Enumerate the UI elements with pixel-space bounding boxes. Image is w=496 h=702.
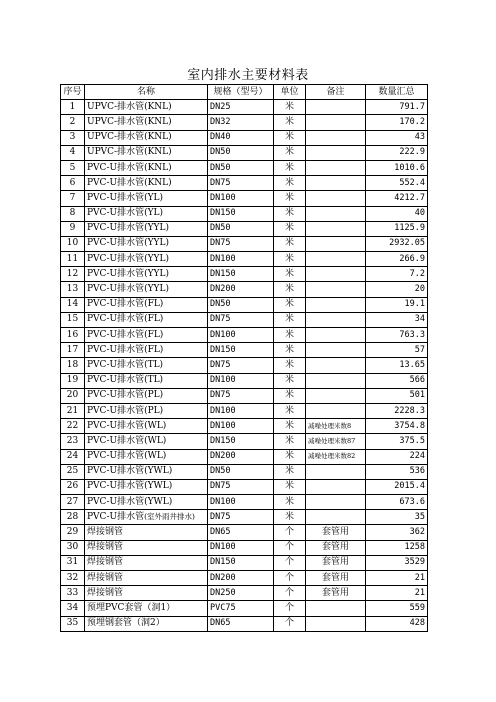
cell-note [306, 312, 366, 327]
table-row [61, 571, 428, 586]
cell-unit: 米 [274, 145, 306, 160]
cell-no: 35 [61, 616, 85, 631]
cell-no: 5 [61, 160, 85, 175]
table-row [61, 525, 428, 540]
cell-note [306, 343, 366, 358]
table-row [61, 130, 428, 145]
cell-note [306, 145, 366, 160]
cell-unit: 米 [274, 328, 306, 343]
table-body [61, 100, 428, 632]
table-row [61, 343, 428, 358]
cell-note [306, 176, 366, 191]
cell-note: 套管用 [306, 525, 366, 540]
cell-note: 套管用 [306, 540, 366, 555]
cell-no: 29 [61, 525, 85, 540]
cell-no: 3 [61, 130, 85, 145]
table-row [61, 388, 428, 403]
cell-unit: 米 [274, 191, 306, 206]
cell-qty: 13.65 [366, 358, 428, 373]
cell-qty: 566 [366, 373, 428, 388]
cell-spec: DN25 [208, 100, 274, 115]
header-qty: 数量汇总 [366, 85, 428, 100]
cell-spec: DN50 [208, 221, 274, 236]
cell-no: 20 [61, 388, 85, 403]
cell-spec: DN200 [208, 282, 274, 297]
cell-note [306, 221, 366, 236]
cell-unit: 米 [274, 267, 306, 282]
cell-name: PVC-U排水管(YL) [85, 191, 208, 206]
cell-unit: 米 [274, 130, 306, 145]
cell-unit: 米 [274, 252, 306, 267]
cell-qty: 43 [366, 130, 428, 145]
cell-name [85, 510, 208, 525]
cell-no: 21 [61, 403, 85, 418]
cell-no: 26 [61, 479, 85, 494]
cell-no: 30 [61, 540, 85, 555]
cell-name: PVC-U排水管(YL) [85, 206, 208, 221]
cell-qty: 266.9 [366, 252, 428, 267]
cell-unit: 米 [274, 282, 306, 297]
cell-qty: 559 [366, 601, 428, 616]
header-note: 备注 [306, 85, 366, 100]
cell-qty: 501 [366, 388, 428, 403]
table-row [61, 115, 428, 130]
cell-unit: 米 [274, 221, 306, 236]
cell-no: 34 [61, 601, 85, 616]
table-row [61, 373, 428, 388]
cell-name: PVC-U排水管(FL) [85, 297, 208, 312]
materials-table [60, 84, 428, 632]
cell-unit: 米 [274, 479, 306, 494]
cell-spec: DN50 [208, 160, 274, 175]
table-row [61, 479, 428, 494]
cell-spec: DN40 [208, 130, 274, 145]
table-row [61, 100, 428, 115]
cell-unit: 米 [274, 403, 306, 418]
cell-spec: DN100 [208, 403, 274, 418]
cell-spec: PVC75 [208, 601, 274, 616]
cell-qty: 362 [366, 525, 428, 540]
cell-note [306, 236, 366, 251]
cell-spec: DN100 [208, 252, 274, 267]
table-row [61, 434, 428, 449]
cell-no: 11 [61, 252, 85, 267]
cell-unit: 米 [274, 449, 306, 464]
table-row [61, 297, 428, 312]
cell-spec: DN150 [208, 343, 274, 358]
cell-qty: 19.1 [366, 297, 428, 312]
cell-unit: 米 [274, 495, 306, 510]
cell-unit: 米 [274, 388, 306, 403]
table-row [61, 449, 428, 464]
cell-no: 23 [61, 434, 85, 449]
cell-name: 焊接钢管 [85, 571, 208, 586]
cell-name: PVC-U排水管(YWL) [85, 464, 208, 479]
cell-note [306, 358, 366, 373]
table-row [61, 495, 428, 510]
cell-qty: 7.2 [366, 267, 428, 282]
cell-note [306, 464, 366, 479]
table-row [61, 312, 428, 327]
cell-no: 4 [61, 145, 85, 160]
cell-unit: 米 [274, 176, 306, 191]
cell-name: 预埋PVC套管（洞1） [85, 601, 208, 616]
cell-no: 6 [61, 176, 85, 191]
cell-qty: 536 [366, 464, 428, 479]
cell-unit: 米 [274, 373, 306, 388]
cell-note [306, 282, 366, 297]
cell-qty: 35 [366, 510, 428, 525]
cell-note [306, 403, 366, 418]
cell-qty: 224 [366, 449, 428, 464]
cell-qty: 170.2 [366, 115, 428, 130]
cell-no: 14 [61, 297, 85, 312]
cell-note [306, 328, 366, 343]
cell-unit: 米 [274, 115, 306, 130]
cell-unit: 米 [274, 419, 306, 434]
table-row [61, 221, 428, 236]
cell-spec: DN100 [208, 373, 274, 388]
cell-unit: 米 [274, 343, 306, 358]
header-unit: 单位 [274, 85, 306, 100]
header-spec: 规格（型号） [208, 85, 274, 100]
table-header-row [61, 85, 428, 100]
table-row [61, 601, 428, 616]
cell-note [306, 297, 366, 312]
cell-note: 套管用 [306, 555, 366, 570]
table-row [61, 358, 428, 373]
cell-note: 减噪处理米数87 [306, 434, 366, 449]
cell-name: PVC-U排水管(YYL) [85, 221, 208, 236]
cell-name-main: PVC-U排水管 [87, 512, 145, 523]
cell-no: 16 [61, 328, 85, 343]
cell-name: PVC-U排水管(YYL) [85, 252, 208, 267]
cell-note [306, 115, 366, 130]
cell-qty: 2228.3 [366, 403, 428, 418]
cell-spec: DN100 [208, 191, 274, 206]
cell-unit: 米 [274, 312, 306, 327]
cell-note: 减噪处理米数8 [306, 419, 366, 434]
cell-note [306, 130, 366, 145]
cell-spec: DN150 [208, 267, 274, 282]
cell-spec: DN75 [208, 312, 274, 327]
cell-qty: 4212.7 [366, 191, 428, 206]
cell-spec: DN75 [208, 236, 274, 251]
cell-name: PVC-U排水管(PL) [85, 388, 208, 403]
table-row [61, 555, 428, 570]
cell-note [306, 252, 366, 267]
header-name: 名称 [85, 85, 208, 100]
cell-spec: DN50 [208, 464, 274, 479]
cell-spec: DN75 [208, 479, 274, 494]
cell-name-suffix: (室外雨井排水) [144, 512, 195, 522]
cell-qty: 1258 [366, 540, 428, 555]
table-row [61, 176, 428, 191]
table-row [61, 206, 428, 221]
cell-name: PVC-U排水管(TL) [85, 373, 208, 388]
cell-qty: 1125.9 [366, 221, 428, 236]
cell-name: PVC-U排水管(YWL) [85, 479, 208, 494]
cell-no: 2 [61, 115, 85, 130]
cell-unit: 米 [274, 434, 306, 449]
cell-name: UPVC-排水管(KNL) [85, 145, 208, 160]
cell-unit: 个 [274, 601, 306, 616]
cell-no: 10 [61, 236, 85, 251]
cell-spec: DN100 [208, 540, 274, 555]
cell-no: 8 [61, 206, 85, 221]
cell-qty: 3529 [366, 555, 428, 570]
cell-note [306, 601, 366, 616]
cell-spec: DN250 [208, 586, 274, 601]
cell-no: 7 [61, 191, 85, 206]
cell-spec: DN200 [208, 449, 274, 464]
cell-qty: 673.6 [366, 495, 428, 510]
cell-unit: 米 [274, 236, 306, 251]
table-row [61, 236, 428, 251]
table-row [61, 586, 428, 601]
cell-name: PVC-U排水管(PL) [85, 403, 208, 418]
table-row [61, 419, 428, 434]
cell-qty: 57 [366, 343, 428, 358]
cell-spec: DN100 [208, 495, 274, 510]
cell-spec: DN65 [208, 525, 274, 540]
cell-qty: 552.4 [366, 176, 428, 191]
cell-note [306, 616, 366, 631]
cell-name: PVC-U排水管(FL) [85, 312, 208, 327]
cell-note [306, 479, 366, 494]
cell-no: 28 [61, 510, 85, 525]
cell-no: 27 [61, 495, 85, 510]
cell-unit: 个 [274, 555, 306, 570]
cell-no: 19 [61, 373, 85, 388]
cell-qty: 428 [366, 616, 428, 631]
cell-qty: 21 [366, 571, 428, 586]
cell-note: 套管用 [306, 586, 366, 601]
cell-note [306, 510, 366, 525]
cell-spec: DN75 [208, 510, 274, 525]
cell-name: PVC-U排水管(WL) [85, 434, 208, 449]
cell-name: 焊接钢管 [85, 586, 208, 601]
cell-name: PVC-U排水管(KNL) [85, 160, 208, 175]
cell-name: PVC-U排水管(YYL) [85, 267, 208, 282]
table-row [61, 510, 428, 525]
cell-unit: 米 [274, 206, 306, 221]
cell-spec: DN32 [208, 115, 274, 130]
cell-unit: 米 [274, 297, 306, 312]
cell-unit: 米 [274, 160, 306, 175]
cell-note: 减噪处理米数82 [306, 449, 366, 464]
cell-unit: 个 [274, 571, 306, 586]
cell-unit: 个 [274, 586, 306, 601]
cell-no: 24 [61, 449, 85, 464]
cell-spec: DN65 [208, 616, 274, 631]
cell-name: UPVC-排水管(KNL) [85, 100, 208, 115]
cell-no: 9 [61, 221, 85, 236]
table-row [61, 403, 428, 418]
cell-spec: DN75 [208, 388, 274, 403]
cell-no: 18 [61, 358, 85, 373]
cell-unit: 个 [274, 525, 306, 540]
cell-note [306, 191, 366, 206]
cell-name: PVC-U排水管(FL) [85, 343, 208, 358]
cell-no: 32 [61, 571, 85, 586]
cell-unit: 个 [274, 540, 306, 555]
cell-name: UPVC-排水管(KNL) [85, 130, 208, 145]
cell-note [306, 100, 366, 115]
cell-note: 套管用 [306, 571, 366, 586]
cell-qty: 3754.8 [366, 419, 428, 434]
cell-unit: 米 [274, 358, 306, 373]
cell-no: 31 [61, 555, 85, 570]
cell-note [306, 373, 366, 388]
cell-qty: 20 [366, 282, 428, 297]
cell-no: 17 [61, 343, 85, 358]
cell-qty: 2932.05 [366, 236, 428, 251]
cell-no: 25 [61, 464, 85, 479]
cell-qty: 34 [366, 312, 428, 327]
table-row [61, 267, 428, 282]
cell-spec: DN150 [208, 555, 274, 570]
cell-qty: 2015.4 [366, 479, 428, 494]
cell-no: 22 [61, 419, 85, 434]
table-row [61, 252, 428, 267]
cell-no: 1 [61, 100, 85, 115]
cell-spec: DN100 [208, 328, 274, 343]
cell-unit: 米 [274, 464, 306, 479]
table-row [61, 616, 428, 631]
cell-qty: 791.7 [366, 100, 428, 115]
cell-name: PVC-U排水管(FL) [85, 328, 208, 343]
cell-name: 焊接钢管 [85, 540, 208, 555]
cell-name: 焊接钢管 [85, 525, 208, 540]
cell-unit: 个 [274, 616, 306, 631]
cell-name: 焊接钢管 [85, 555, 208, 570]
cell-spec: DN150 [208, 206, 274, 221]
cell-qty: 40 [366, 206, 428, 221]
cell-spec: DN150 [208, 434, 274, 449]
cell-note [306, 160, 366, 175]
cell-note [306, 388, 366, 403]
cell-name: PVC-U排水管(YYL) [85, 236, 208, 251]
cell-spec: DN50 [208, 297, 274, 312]
cell-spec: DN100 [208, 419, 274, 434]
table-row [61, 282, 428, 297]
cell-unit: 米 [274, 100, 306, 115]
cell-name: PVC-U排水管(WL) [85, 449, 208, 464]
table-row [61, 540, 428, 555]
cell-qty: 21 [366, 586, 428, 601]
cell-spec: DN50 [208, 145, 274, 160]
cell-name: PVC-U排水管(KNL) [85, 176, 208, 191]
cell-note [306, 267, 366, 282]
cell-no: 15 [61, 312, 85, 327]
cell-spec: DN75 [208, 358, 274, 373]
cell-name: 预埋钢套管（洞2） [85, 616, 208, 631]
cell-spec: DN75 [208, 176, 274, 191]
table-row [61, 464, 428, 479]
table-row [61, 191, 428, 206]
cell-qty: 763.3 [366, 328, 428, 343]
table-row [61, 145, 428, 160]
cell-qty: 222.9 [366, 145, 428, 160]
page-title: 室内排水主要材料表 [187, 68, 309, 83]
cell-qty: 1010.6 [366, 160, 428, 175]
cell-name: PVC-U排水管(YYL) [85, 282, 208, 297]
cell-unit: 米 [274, 510, 306, 525]
cell-qty: 375.5 [366, 434, 428, 449]
cell-name: UPVC-排水管(KNL) [85, 115, 208, 130]
cell-name: PVC-U排水管(YWL) [85, 495, 208, 510]
cell-spec: DN200 [208, 571, 274, 586]
cell-no: 13 [61, 282, 85, 297]
cell-name: PVC-U排水管(TL) [85, 358, 208, 373]
cell-note [306, 206, 366, 221]
cell-note [306, 495, 366, 510]
cell-no: 33 [61, 586, 85, 601]
cell-no: 12 [61, 267, 85, 282]
table-row [61, 160, 428, 175]
table-row [61, 328, 428, 343]
cell-name: PVC-U排水管(WL) [85, 419, 208, 434]
header-no: 序号 [61, 85, 85, 100]
